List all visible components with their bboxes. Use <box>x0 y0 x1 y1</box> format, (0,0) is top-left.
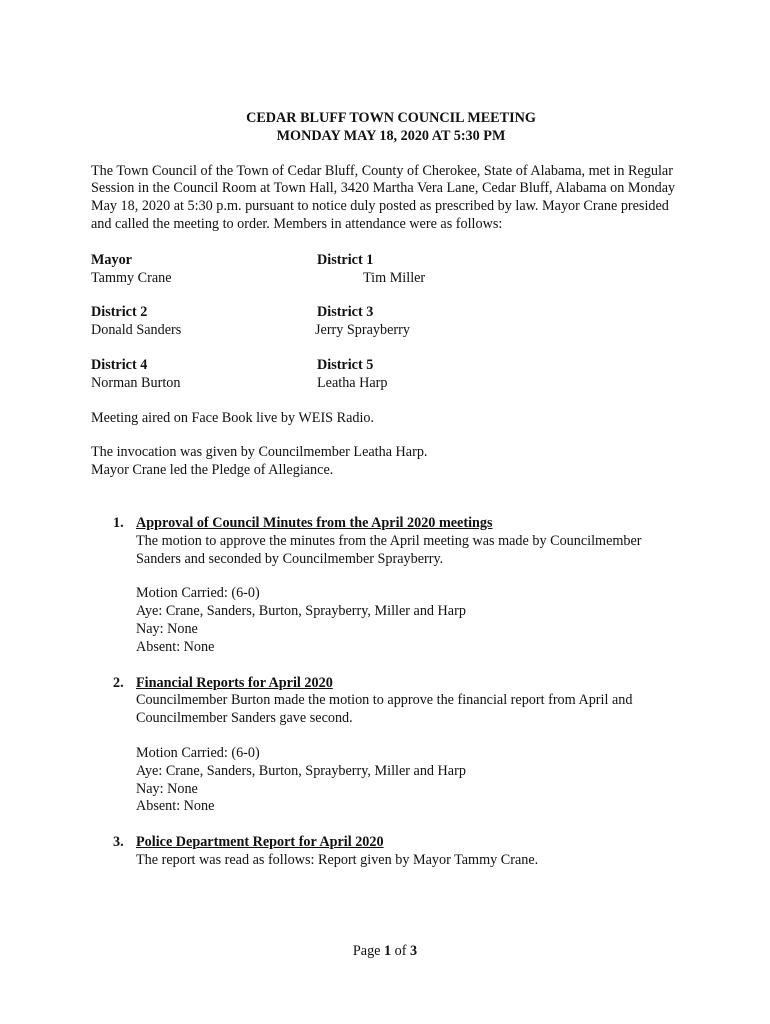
roster-name: Jerry Sprayberry <box>315 322 410 339</box>
roster-entry-district-1 <box>317 252 543 288</box>
agenda-item-heading: Approval of Council Minutes from the April 2020 meetings <box>136 514 493 531</box>
vote-record <box>136 745 681 816</box>
roster-role: Mayor <box>91 251 132 268</box>
aye-votes: Aye: Crane, Sanders, Burton, Sprayberry, Miller and Harp <box>136 762 466 779</box>
roster-name: Donald Sanders <box>91 322 182 339</box>
agenda-item-body: Councilmember Burton made the motion to approve the financial report from April and Councilmember Sanders gave second. <box>136 692 633 727</box>
title-line-2: MONDAY MAY 18, 2020 AT 5:30 PM <box>276 127 506 144</box>
motion-result: Motion Carried: (6-0) <box>136 585 260 602</box>
nay-votes: Nay: None <box>136 780 198 797</box>
roster-role: District 2 <box>91 304 148 321</box>
motion-result: Motion Carried: (6-0) <box>136 744 260 761</box>
aye-votes: Aye: Crane, Sanders, Burton, Sprayberry, Miller and Harp <box>136 603 466 620</box>
agenda-item-number: 2. <box>113 674 124 691</box>
roster-role: District 5 <box>317 356 374 373</box>
pledge-note: Mayor Crane led the Pledge of Allegiance. <box>91 462 334 479</box>
page-current: 1 <box>384 943 392 959</box>
page-footer <box>0 943 770 961</box>
vote-record <box>136 585 681 656</box>
roster-name: Tammy Crane <box>91 269 172 286</box>
opening-notes <box>91 444 681 480</box>
roster-role: District 1 <box>317 251 374 268</box>
agenda-item-heading: Financial Reports for April 2020 <box>136 674 333 691</box>
roster-entry-district-2 <box>91 304 317 340</box>
document-page <box>91 110 681 888</box>
roster-name: Leatha Harp <box>317 374 388 391</box>
roster-role: District 3 <box>317 304 374 321</box>
page-of: of <box>394 943 407 959</box>
roster-entry-mayor <box>91 252 317 288</box>
roster-row <box>91 304 681 340</box>
agenda-item <box>91 675 681 817</box>
agenda-item-number: 1. <box>113 514 124 531</box>
page-label: Page <box>352 943 381 959</box>
agenda-item-body: The motion to approve the minutes from the April meeting was made by Councilmember Sanders and seconded by Councilmember Sprayberry. <box>136 532 642 567</box>
invocation-note: The invocation was given by Councilmember Leatha Harp. <box>91 444 428 461</box>
broadcast-note: Meeting aired on Face Book live by WEIS Radio. <box>91 409 375 426</box>
roster-role: District 4 <box>91 356 148 373</box>
roster-row <box>91 252 681 288</box>
roster-entry-district-3 <box>317 304 543 340</box>
absent-votes: Absent: None <box>136 798 215 815</box>
agenda-items <box>91 515 681 870</box>
nay-votes: Nay: None <box>136 620 198 637</box>
absent-votes: Absent: None <box>136 638 215 655</box>
roster-row <box>91 357 681 393</box>
agenda-item <box>91 515 681 657</box>
roster-name: Norman Burton <box>91 374 181 391</box>
roster-entry-district-4 <box>91 357 317 393</box>
intro-paragraph: The Town Council of the Town of Cedar Bluff, County of Cherokee, State of Alabama, met in Regular Session in the Council Room at Town Hall, 3420 Martha Vera Lane, Cedar Bluff, Alabama on Monday May 18, 2020 at 5:30 p.m. pursuant to notice duly posted as prescribed by law. Mayor Crane presided and called the meeting to order. Members in attendance were as follows: <box>91 162 676 232</box>
agenda-item-body: The report was read as follows: Report given by Mayor Tammy Crane. <box>136 851 539 868</box>
title-line-1: CEDAR BLUFF TOWN COUNCIL MEETING <box>246 110 536 126</box>
roster-entry-district-5 <box>317 357 543 393</box>
attendance-roster <box>91 252 681 393</box>
agenda-item-number: 3. <box>113 834 124 851</box>
page-total: 3 <box>410 943 418 959</box>
roster-name: Tim Miller <box>363 269 426 286</box>
agenda-item <box>91 834 681 870</box>
agenda-item-heading: Police Department Report for April 2020 <box>136 834 384 851</box>
document-title <box>91 110 681 146</box>
